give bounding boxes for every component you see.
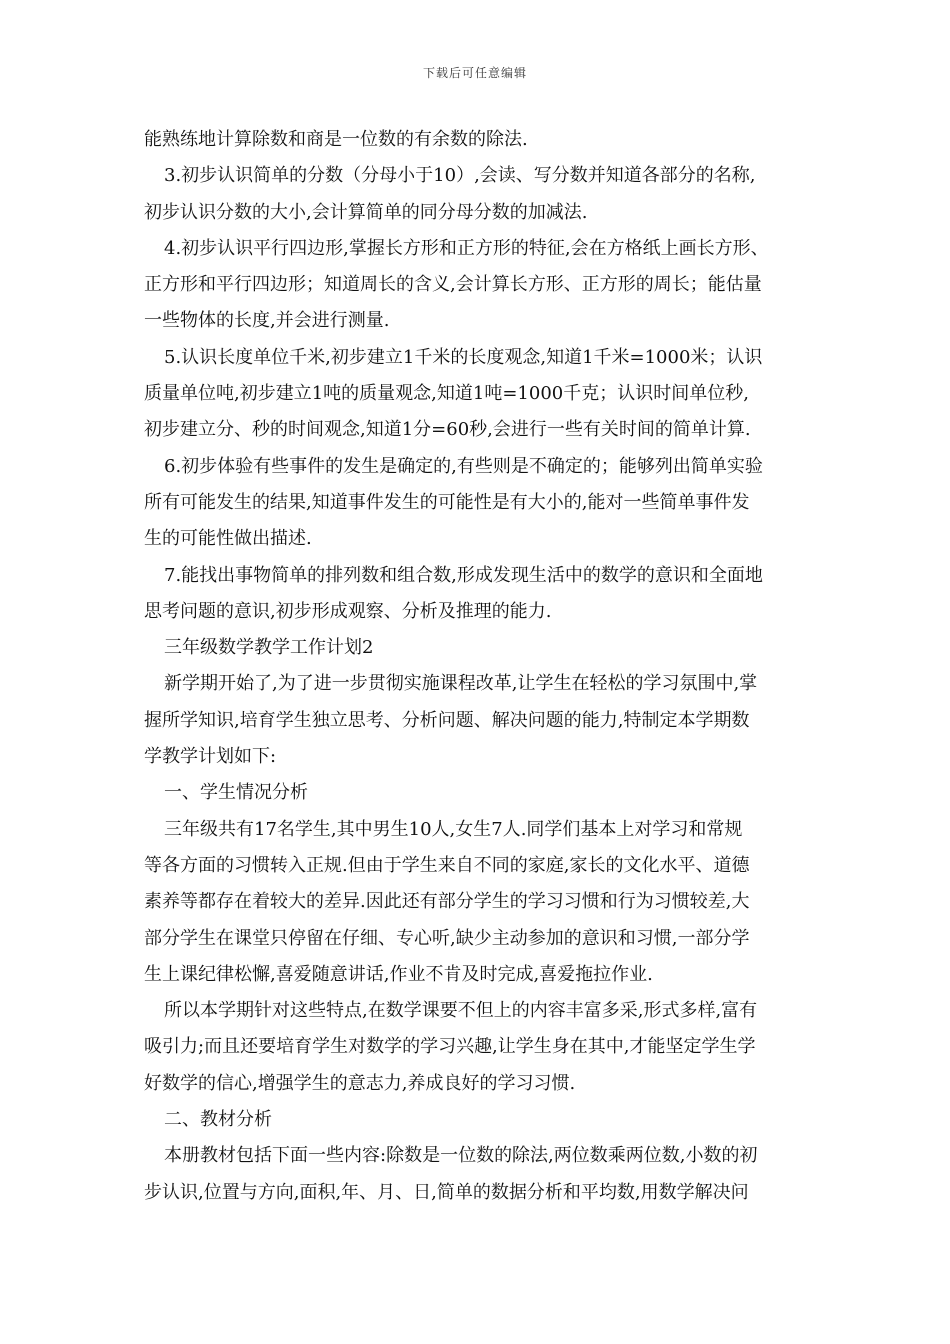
text-line: 好数学的信心,增强学生的意志力,养成良好的学习习惯. (144, 1072, 576, 1094)
text-line: 新学期开始了,为了进一步贯彻实施课程改革,让学生在轻松的学习氛围中,掌 (164, 673, 758, 695)
text-line: 本册教材包括下面一些内容:除数是一位数的除法,两位数乘两位数,小数的初 (164, 1145, 758, 1167)
text-line: 生的可能性做出描述. (144, 528, 312, 550)
document-body (144, 122, 808, 1211)
text-line: 一些物体的长度,并会进行测量. (144, 310, 390, 332)
text-line: 质量单位吨,初步建立1吨的质量观念,知道1吨=1000千克；认识时间单位秒, (144, 383, 749, 405)
text-line: 能熟练地计算除数和商是一位数的有余数的除法. (144, 129, 528, 150)
text-line: 思考问题的意识,初步形成观察、分析及推理的能力. (144, 600, 552, 622)
text-line: 所以本学期针对这些特点,在数学课要不但上的内容丰富多采,形式多样,富有 (164, 1000, 758, 1022)
text-line: 6.初步体验有些事件的发生是确定的,有些则是不确定的；能够列出简单实验 (164, 455, 763, 477)
text-line: 5.认识长度单位千米,初步建立1千米的长度观念,知道1千米=1000米；认识 (164, 346, 763, 368)
text-line: 二、教材分析 (164, 1109, 272, 1131)
text-line: 吸引力;而且还要培育学生对数学的学习兴趣,让学生身在其中,才能坚定学生学 (144, 1036, 756, 1058)
text-line: 学教学计划如下: (144, 746, 277, 768)
text-line: 三年级数学教学工作计划2 (164, 637, 374, 659)
text-line: 素养等都存在着较大的差异.因此还有部分学生的学习习惯和行为习惯较差,大 (144, 891, 750, 913)
text-line: 3.初步认识简单的分数（分母小于10）,会读、写分数并知道各部分的名称, (164, 165, 756, 187)
text-line: 初步建立分、秒的时间观念,知道1分=60秒,会进行一些有关时间的简单计算. (144, 419, 751, 441)
text-line: 4.初步认识平行四边形,掌握长方形和正方形的特征,会在方格纸上画长方形、 (164, 237, 769, 259)
text-line: 7.能找出事物简单的排列数和组合数,形成发现生活中的数学的意识和全面地 (164, 564, 763, 586)
text-line: 一、学生情况分析 (164, 782, 308, 804)
page-header: 下载后可任意编辑 (422, 66, 527, 80)
text-line: 步认识,位置与方向,面积,年、月、日,简单的数据分析和平均数,用数学解决问 (144, 1181, 749, 1203)
text-line: 所有可能发生的结果,知道事件发生的可能性是有大小的,能对一些简单事件发 (144, 491, 750, 513)
text-line: 等各方面的习惯转入正规.但由于学生来自不同的家庭,家长的文化水平、道德 (144, 854, 750, 876)
text-line: 部分学生在课堂只停留在仔细、专心听,缺少主动参加的意识和习惯,一部分学 (144, 927, 750, 949)
text-line: 初步认识分数的大小,会计算简单的同分母分数的加减法. (144, 201, 588, 223)
text-line: 生上课纪律松懈,喜爱随意讲话,作业不肯及时完成,喜爱拖拉作业. (144, 963, 653, 985)
text-line: 握所学知识,培育学生独立思考、分析问题、解决问题的能力,特制定本学期数 (144, 709, 750, 731)
text-line: 正方形和平行四边形；知道周长的含义,会计算长方形、正方形的周长；能估量 (144, 274, 762, 296)
text-line: 三年级共有17名学生,其中男生10人,女生7人.同学们基本上对学习和常规 (164, 818, 743, 840)
